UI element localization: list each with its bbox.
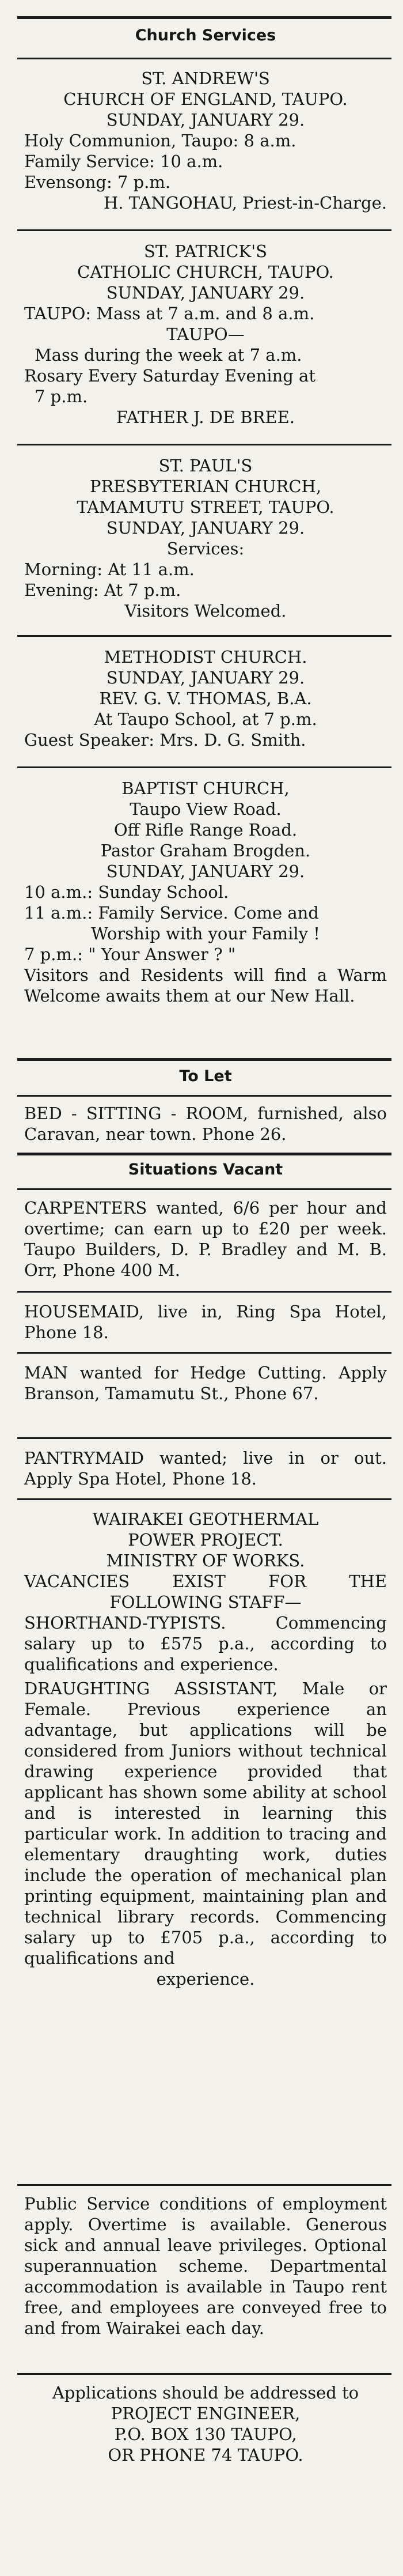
divider [17, 1188, 391, 1190]
notice-line: SUNDAY, JANUARY 29. [106, 110, 305, 130]
classified-ad [24, 1103, 387, 1145]
ad-text: PANTRYMAID wanted; live in or out. Apply Spa Hotel, Phone 18. [24, 1448, 387, 1489]
section-heading-situations-vacant: Situations Vacant [128, 1161, 283, 1179]
notice-line: 7 p.m. [35, 387, 88, 406]
notice-line: Services: [166, 539, 245, 558]
wairakei-contact [24, 2382, 387, 2465]
divider [17, 2373, 391, 2375]
divider [17, 58, 391, 59]
notice-line: ST. PATRICK'S [144, 241, 267, 261]
notice-line: SUNDAY, JANUARY 29. [106, 862, 305, 881]
notice-signature: FATHER J. DE BREE. [116, 407, 295, 427]
notice-baptist [24, 778, 387, 1006]
notice-line: Holy Communion, Taupo: 8 a.m. [24, 131, 296, 150]
notice-st-patricks [24, 241, 387, 428]
divider [17, 2184, 391, 2186]
ad-title: WAIRAKEI GEOTHERMAL [92, 1509, 319, 1529]
notice-line: 11 a.m.: Family Service. Come and [24, 903, 319, 923]
notice-st-pauls [24, 455, 387, 621]
notice-signature: H. TANGOHAU, Priest-in-Charge. [103, 193, 387, 213]
section-heading-church-services: Church Services [135, 27, 276, 44]
ad-text: BED - SITTING - ROOM, furnished, also Caravan, near town. Phone 26. [24, 1104, 387, 1144]
wairakei-conditions [24, 2193, 387, 2339]
notice-line: CHURCH OF ENGLAND, TAUPO. [63, 89, 348, 109]
notice-methodist [24, 647, 387, 750]
notice-line: Mass during the week at 7 a.m. [35, 345, 302, 365]
divider [17, 635, 391, 637]
notice-line: Rosary Every Saturday Evening at [24, 366, 315, 386]
divider [17, 1058, 391, 1061]
notice-line: Evening: At 7 p.m. [24, 580, 181, 600]
divider [17, 1437, 391, 1439]
notice-line: METHODIST CHURCH. [104, 647, 307, 667]
ad-line: PROJECT ENGINEER, [111, 2404, 301, 2423]
classified-ad [24, 1198, 387, 1281]
notice-line: 10 a.m.: Sunday School. [24, 882, 229, 902]
notice-paragraph: Visitors and Residents will find a Warm Welcome awaits them at our New Hall. [24, 965, 387, 1006]
ad-line: Applications should be addressed to [52, 2383, 359, 2403]
notice-line: Worship with your Family ! [91, 924, 320, 943]
divider [17, 1498, 391, 1500]
ad-title: POWER PROJECT. [128, 1530, 283, 1550]
divider [17, 16, 391, 19]
notice-line: Family Service: 10 a.m. [24, 152, 223, 171]
notice-line: Morning: At 11 a.m. [24, 560, 195, 579]
ad-title: MINISTRY OF WORKS. [106, 1551, 305, 1570]
notice-st-andrews [24, 68, 387, 213]
ad-paragraph: Public Service conditions of employment apply. Overtime is available. Generous sick and annual leave privileges. Optional superannuation scheme. Departmental accommodation is available in Taupo rent free, and employees are conveyed free to and from Wairakei each day. [24, 2194, 387, 2338]
classified-ad [24, 1362, 387, 1404]
notice-line: SUNDAY, JANUARY 29. [106, 668, 305, 688]
divider [17, 1291, 391, 1293]
classified-ad [24, 1448, 387, 1489]
notice-line: Taupo View Road. [130, 799, 282, 819]
ad-line: experience. [156, 1969, 255, 1989]
divider [17, 1352, 391, 1354]
ad-text: HOUSEMAID, live in, Ring Spa Hotel, Phone 18. [24, 1302, 387, 1342]
notice-line: PRESBYTERIAN CHURCH, [89, 477, 322, 496]
ad-text: MAN wanted for Hedge Cutting. Apply Branson, Tamamutu St., Phone 67. [24, 1363, 387, 1403]
divider [17, 444, 391, 445]
notice-line: CATHOLIC CHURCH, TAUPO. [77, 262, 334, 282]
section-heading-to-let: To Let [179, 1067, 232, 1085]
classified-ad [24, 1301, 387, 1343]
divider [17, 766, 391, 768]
notice-line: Evensong: 7 p.m. [24, 172, 171, 192]
wairakei-advertisement [24, 1509, 387, 1989]
notice-line: ST. PAUL'S [158, 456, 253, 475]
notice-line: Visitors Welcomed. [124, 601, 287, 621]
notice-line: REV. G. V. THOMAS, B.A. [99, 689, 312, 708]
divider [17, 1153, 391, 1155]
notice-line: Off Rifle Range Road. [113, 820, 298, 840]
divider [17, 229, 391, 231]
notice-line: ST. ANDREW'S [141, 69, 270, 88]
notice-line: TAUPO— [166, 324, 245, 344]
notice-line: SUNDAY, JANUARY 29. [106, 518, 305, 538]
divider [17, 1095, 391, 1097]
notice-line: BAPTIST CHURCH, [121, 779, 290, 798]
notice-line: Pastor Graham Brogden. [100, 841, 311, 860]
ad-text: CARPENTERS wanted, 6/6 per hour and overtime; can earn up to £20 per week. Taupo Builders, D. P. Bradley and M. B. Orr, Phone 400 M. [24, 1198, 387, 1280]
ad-line: OR PHONE 74 TAUPO. [108, 2445, 303, 2465]
ad-paragraph: SHORTHAND-TYPISTS. Commencing salary up to £575 p.a., according to qualifications and experience. [24, 1613, 387, 1674]
notice-line: 7 p.m.: " Your Answer ? " [24, 945, 236, 964]
notice-line: At Taupo School, at 7 p.m. [94, 709, 317, 729]
ad-paragraph: DRAUGHTING ASSISTANT, Male or Female. Previous experience an advantage, but applications will be considered from Juniors without technical drawing experience provided that applicant has shown some ability at school and is interested in learning this particular work. In addition to tracing and elementary draughting work, duties include the operation of mechanical plan printing equipment, maintaining plan and technical library records. Commencing salary up to £705 p.a., according to qualifications and [24, 1679, 387, 1968]
ad-title: VACANCIES EXIST FOR THE [24, 1572, 387, 1591]
notice-line: TAUPO: Mass at 7 a.m. and 8 a.m. [24, 304, 315, 323]
ad-title: FOLLOWING STAFF— [109, 1592, 302, 1612]
ad-line: P.O. BOX 130 TAUPO, [114, 2424, 297, 2444]
notice-line: SUNDAY, JANUARY 29. [106, 283, 305, 303]
notice-line: Guest Speaker: Mrs. D. G. Smith. [24, 730, 306, 750]
notice-line: TAMAMUTU STREET, TAUPO. [77, 497, 334, 517]
